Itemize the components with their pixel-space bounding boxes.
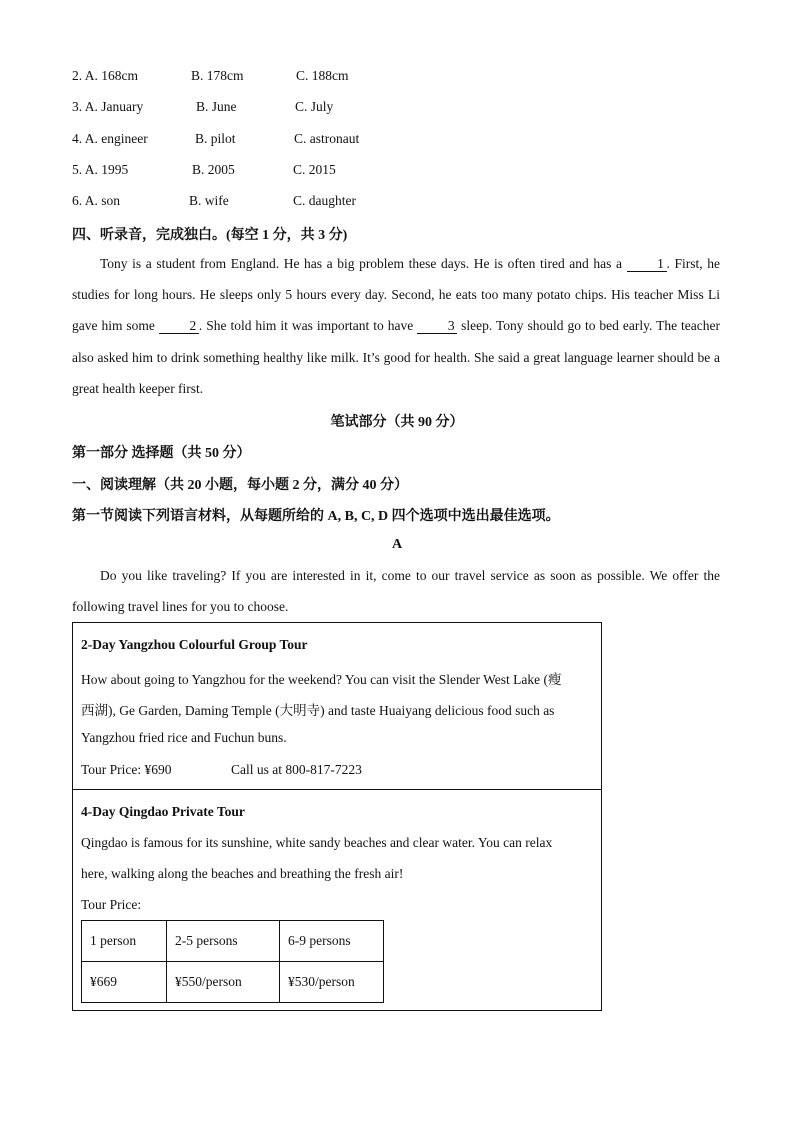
tour1-line: 西湖), Ge Garden, Daming Temple (大明寺) and taste Huaiyang delicious food such as bbox=[81, 703, 555, 718]
written-part-title: 笔试部分（共 90 分） bbox=[330, 415, 464, 430]
monologue-paragraph bbox=[72, 248, 720, 404]
reading-heading: 一、阅读理解（共 20 小题，每小题 2 分，满分 40 分） bbox=[72, 478, 408, 493]
tour1-title: 2-Day Yangzhou Colourful Group Tour bbox=[81, 637, 308, 652]
option-a: 6. A. son bbox=[72, 193, 121, 208]
table-header-cell: 1 person bbox=[82, 921, 167, 962]
option-c: C. daughter bbox=[293, 193, 356, 208]
table-header-cell: 2-5 persons bbox=[167, 921, 280, 962]
tour2-line: here, walking along the beaches and breathing the fresh air! bbox=[81, 866, 404, 881]
option-b: B. 2005 bbox=[192, 162, 235, 177]
option-a: 4. A. engineer bbox=[72, 131, 148, 146]
table-header-cell: 6-9 persons bbox=[280, 921, 384, 962]
option-c: C. 188cm bbox=[296, 68, 349, 83]
price-table bbox=[81, 920, 384, 1003]
blank-2: 2 bbox=[159, 318, 199, 334]
option-c: C. 2015 bbox=[293, 162, 336, 177]
divider bbox=[73, 789, 601, 790]
part-one-heading: 第一部分 选择题（共 50 分） bbox=[72, 446, 251, 461]
tour2-line: Qingdao is famous for its sunshine, white sandy beaches and clear water. You can relax bbox=[81, 835, 553, 850]
option-b: B. June bbox=[196, 99, 237, 114]
option-b: B. pilot bbox=[195, 131, 236, 146]
tour2-title: 4-Day Qingdao Private Tour bbox=[81, 804, 245, 819]
blank-3: 3 bbox=[417, 318, 457, 334]
option-a: 5. A. 1995 bbox=[72, 162, 129, 177]
section-heading: 四、听录音，完成独白。(每空 1 分，共 3 分) bbox=[72, 228, 348, 243]
monologue-text: . First, he studies for long hours. He sleeps only 5 hours every day. Second, he eats too many potato chips. His teacher Miss Li gave him some bbox=[72, 256, 720, 334]
instruction: 第一节阅读下列语言材料，从每题所给的 A, B, C, D 四个选项中选出最佳选项。 bbox=[72, 509, 560, 524]
tour1-phone: Call us at 800-817-7223 bbox=[231, 762, 362, 777]
option-a: 3. A. January bbox=[72, 99, 144, 114]
monologue-text: . She told him it was important to have bbox=[198, 318, 418, 334]
tour1-price: Tour Price: ¥690 bbox=[81, 762, 172, 777]
table-cell: ¥669 bbox=[82, 962, 167, 1003]
option-b: B. 178cm bbox=[191, 68, 244, 83]
option-a: 2. A. 168cm bbox=[72, 68, 138, 83]
monologue-text: sleep. Tony should go to bed early. The teacher also asked him to drink something healthy like milk. It’s good for health. She said a great language learner should be a great health keeper first. bbox=[72, 318, 721, 396]
monologue-text: Tony is a student from England. He has a big problem these days. He is often tired and has a bbox=[100, 256, 627, 271]
table-row bbox=[82, 921, 384, 962]
table-cell: ¥550/person bbox=[167, 962, 280, 1003]
tour-box bbox=[72, 622, 602, 1011]
tour1-line: How about going to Yangzhou for the weekend? You can visit the Slender West Lake (瘦 bbox=[81, 672, 562, 687]
tour2-price-label: Tour Price: bbox=[81, 897, 142, 912]
blank-1: 1 bbox=[627, 256, 667, 272]
tour1-line: Yangzhou fried rice and Fuchun buns. bbox=[81, 730, 287, 745]
intro-paragraph: Do you like traveling? If you are interested in it, come to our travel service as soon as possible. We offer the following travel lines for you to choose. bbox=[72, 568, 720, 615]
option-b: B. wife bbox=[189, 193, 229, 208]
table-row bbox=[82, 962, 384, 1003]
option-c: C. astronaut bbox=[294, 131, 360, 146]
option-c: C. July bbox=[295, 99, 334, 114]
passage-label: A bbox=[391, 537, 403, 552]
table-cell: ¥530/person bbox=[280, 962, 384, 1003]
